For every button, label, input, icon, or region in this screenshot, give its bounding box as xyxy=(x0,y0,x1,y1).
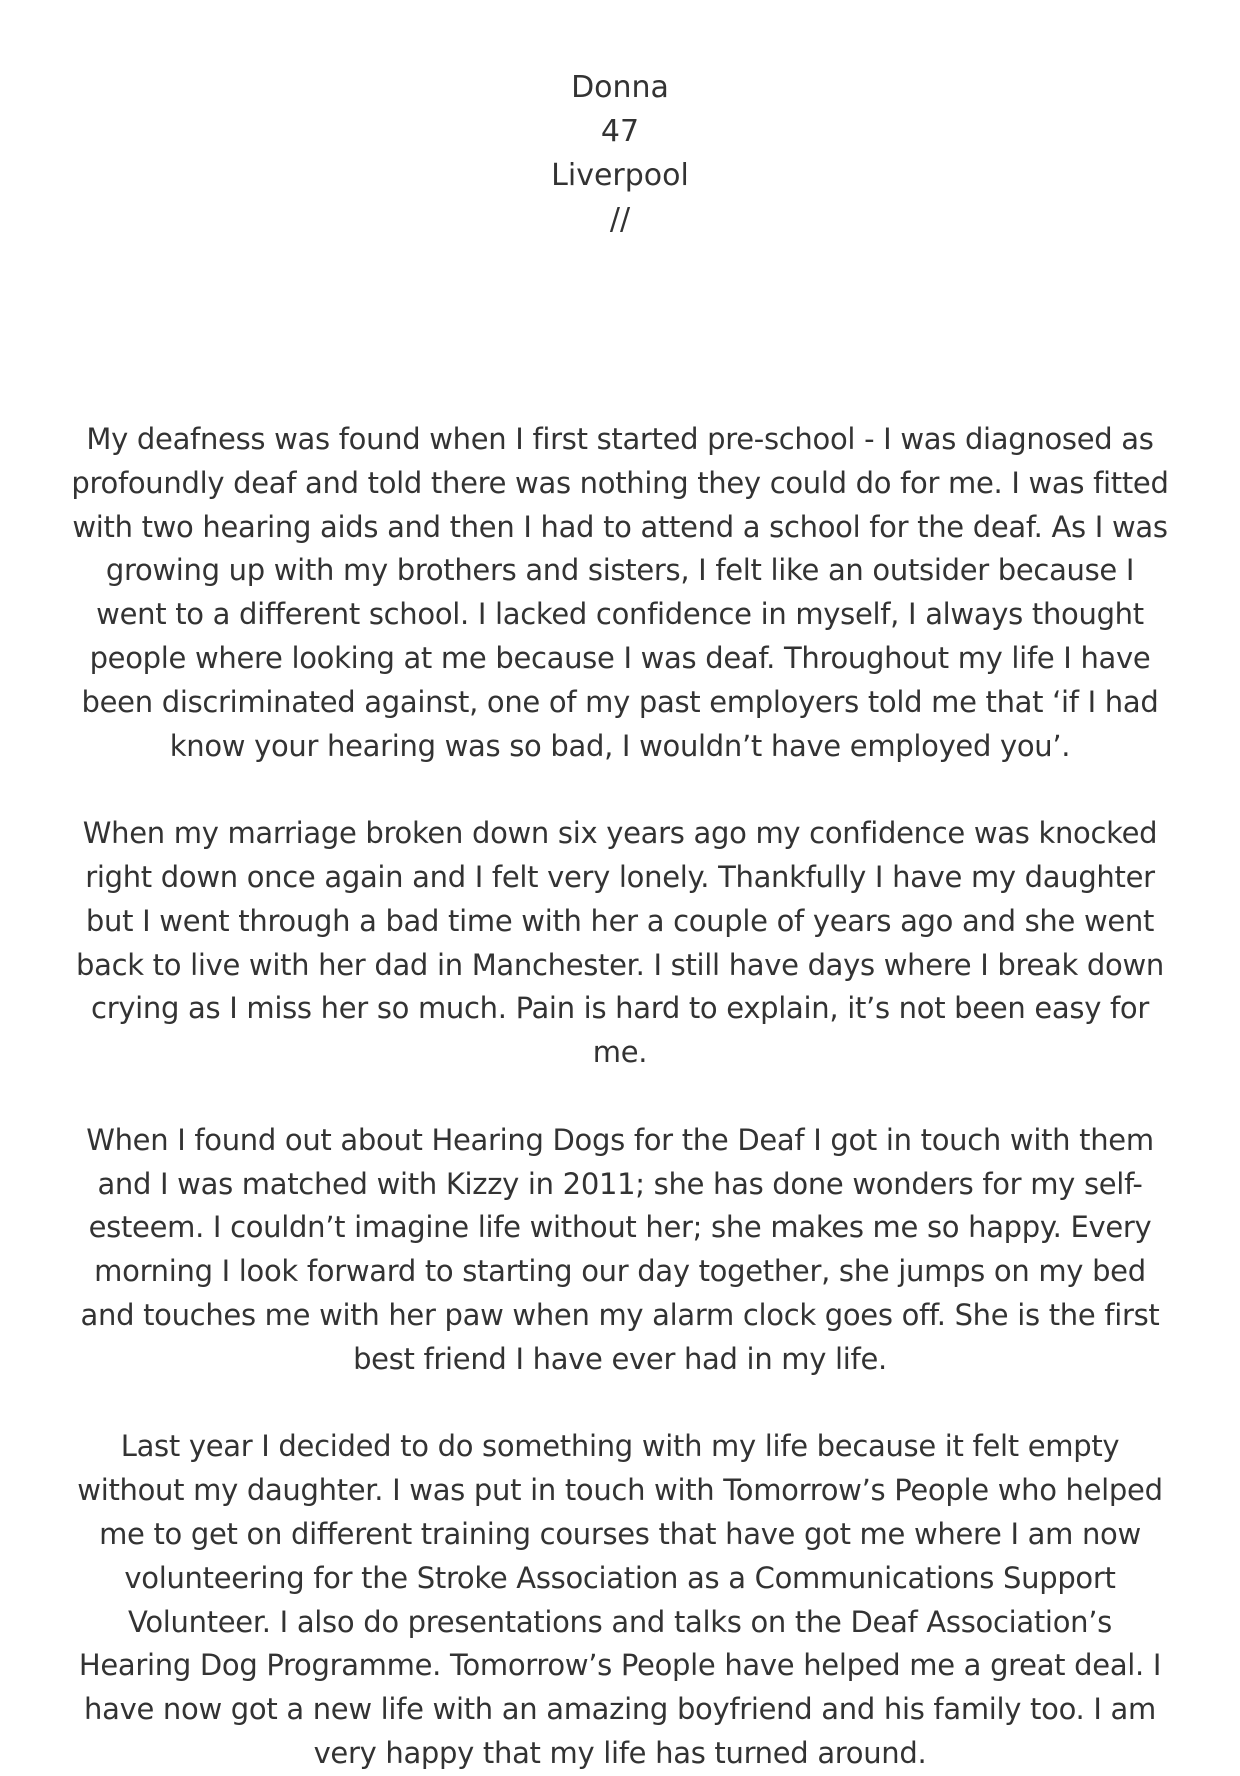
story-paragraph-2: When my marriage broken down six years ago my confidence was knocked right down once again and I felt very lonely. Thankfully I have my daughter but I went through a bad time with her a couple of years ago and she went back to live with her dad in Manchester. I still have days where I break down crying as I miss her so much. Pain is hard to explain, it’s not been easy for me. xyxy=(76,816,1164,1070)
story-paragraph-3: When I found out about Hearing Dogs for the Deaf I got in touch with them and I was matched with Kizzy in 2011; she has done wonders for my self-esteem. I couldn’t imagine life without her; she makes me so happy. Every morning I look forward to starting our day together, she jumps on my bed and touches me with her paw when my alarm clock goes off. She is the first best friend I have ever had in my life. xyxy=(80,1122,1160,1376)
person-age: 47 xyxy=(600,114,640,149)
story-paragraph-1: My deafness was found when I first started pre-school - I was diagnosed as profoundly deaf and told there was nothing they could do for me. I was fitted with two hearing aids and then I had to attend a school for the deaf. As I was growing up with my brothers and sisters, I felt like an outsider because I went to a different school. I lacked confidence in myself, I always thought people where looking at me because I was deaf. Throughout my life I have been discriminated against, one of my past employers told me that ‘if I had know your hearing was so bad, I wouldn’t have employed you’. xyxy=(71,422,1169,763)
story-body xyxy=(70,418,1170,1776)
person-name: Donna xyxy=(571,70,669,105)
person-city: Liverpool xyxy=(551,158,689,193)
header-separator: // xyxy=(609,202,631,237)
profile-header xyxy=(0,66,1240,242)
story-paragraph-4: Last year I decided to do something with my life because it felt empty without my daughter. I was put in touch with Tomorrow’s People who helped me to get on different training courses that have got me where I am now volunteering for the Stroke Association as a Communications Support Volunteer. I also do presentations and talks on the Deaf Association’s Hearing Dog Programme. Tomorrow’s People have helped me a great deal. I have now got a new life with an amazing boyfriend and his family too. I am very happy that my life has turned around. xyxy=(77,1429,1163,1770)
